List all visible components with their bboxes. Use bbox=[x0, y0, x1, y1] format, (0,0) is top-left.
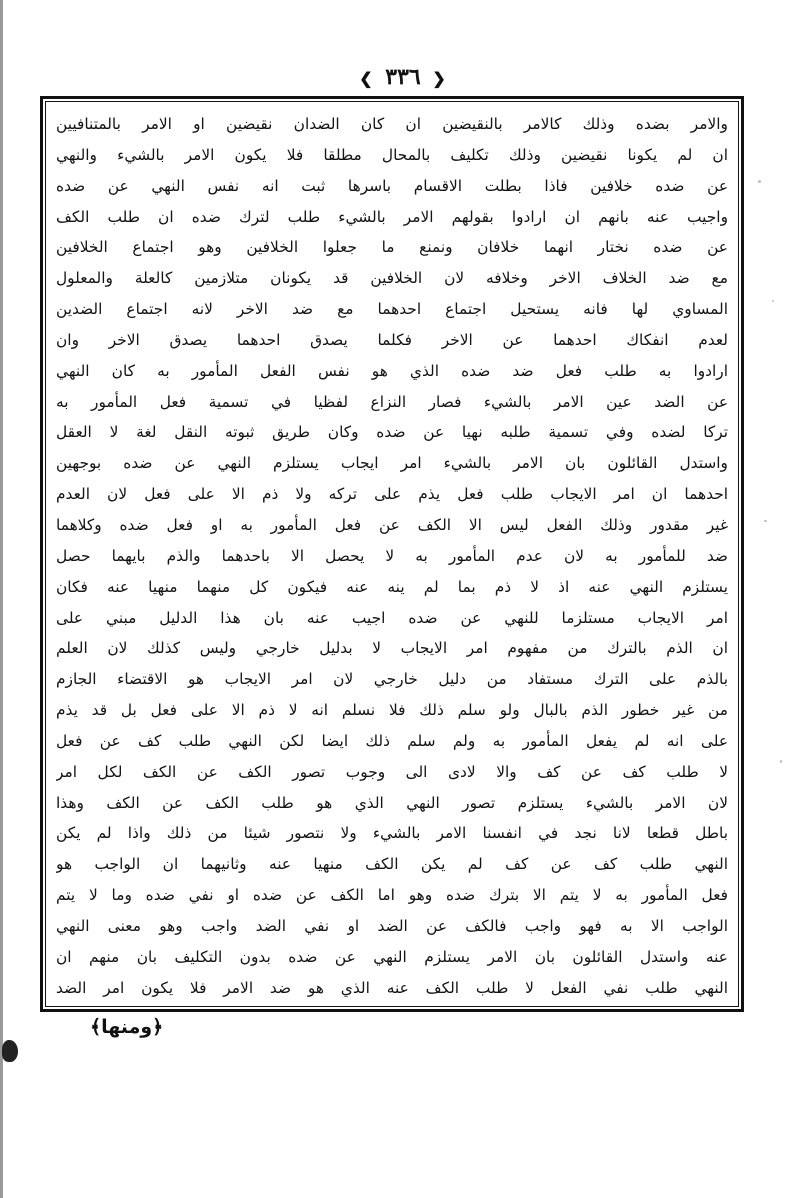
text-line-2: ان لم يكونا نقيضين وذلك تكليف بالمحال مطلقا فلا يكون الامر بالشيء والنهي bbox=[56, 145, 728, 164]
text-line-12: واستدل القائلون بان الامر بالشيء امر ايجاب يستلزم النهي عن ضده بوجهين bbox=[56, 454, 728, 473]
text-line-6: مع ضد الخلاف الاخر وخلافه لان الخلافين قد يكونان متلازمين كالعلة والمعلول bbox=[56, 269, 728, 288]
text-line-1: والامر بضده وذلك كالامر بالنقيضين ان كان الضدان نقيضين او الامر بالمتنافيين bbox=[56, 115, 728, 133]
text-line-16: يستلزم النهي عنه اذ لا ذم بما لم ينه عنه فيكون كل منهما منهيا عنه فكان bbox=[56, 577, 728, 596]
text-line-26: فعل المأمور به لا يتم الا بترك ضده وهو اما الكف عن ضده او نفي ضده وما لا يتم bbox=[56, 886, 728, 905]
scan-speck bbox=[780, 760, 782, 763]
text-line-5: عن ضده نختار انهما خلافان ونمنع ما جعلوا الخلافين وهو اجتماع الخلافين bbox=[56, 238, 728, 257]
text-line-19: بالذم على الترك مستفاد من دليل خارجي لان امر الايجاب هو الاقتضاء الجازم bbox=[56, 670, 728, 689]
text-line-8: لعدم انفكاك احدهما عن الاخر فكلما يصدق احدهما يصدق الاخر وان bbox=[56, 330, 728, 349]
text-line-14: غير مقدور وذلك الفعل ليس الا الكف عن فعل المأمور به او فعل ضده وكلاهما bbox=[56, 515, 728, 534]
text-line-27: الواجب الا به فهو واجب فالكف عن الضد او نفي الضد واجب وهو معنى النهي bbox=[56, 916, 728, 935]
page-number bbox=[0, 64, 806, 90]
text-line-24: باطل قطعا لانا نجد في انفسنا الامر بالشيء ولا نتصور شيئا من ذلك واذا لم يكن bbox=[56, 824, 728, 843]
text-line-18: ان الذم بالترك من مفهوم امر الايجاب لا بدليل خارجي وليس كذلك لان العلم bbox=[56, 639, 728, 658]
ornament-right-icon: ❯ bbox=[432, 68, 447, 88]
text-line-3: عن ضده خلافين فاذا بطلت الاقسام باسرها ثبت انه نفس النهي عن ضده bbox=[56, 176, 728, 195]
text-line-11: تركا لضده وفي تسمية طلبه نهيا عن ضده وكان طريق ثبوته النقل لغة لا العقل bbox=[56, 423, 728, 442]
scan-speck bbox=[758, 180, 761, 183]
text-line-9: ارادوا به طلب فعل ضد ضده الذي هو نفس الفعل المأمور به كان النهي bbox=[56, 361, 728, 380]
text-line-4: واجيب عنه بانهم ان ارادوا بقولهم الامر بالشيء طلب لترك ضده ان طلب الكف bbox=[56, 207, 728, 226]
text-line-22: لا طلب كف عن كف والا لادى الى وجوب تصور الكف عن الكف لكل امر bbox=[56, 762, 728, 781]
text-line-17: امر الايجاب مستلزما للنهي عن ضده اجيب عنه بان هذا الدليل مبني على bbox=[56, 608, 728, 627]
manuscript-text bbox=[56, 112, 728, 1000]
scan-speck bbox=[764, 520, 767, 522]
scan-edge bbox=[0, 0, 3, 1198]
catchword: ﴿ومنها﴾ bbox=[90, 1016, 164, 1038]
text-line-29: النهي طلب نفي الفعل لا طلب الكف عنه الذي هو ضد الامر فلا يكون امر الضد bbox=[56, 978, 728, 997]
text-line-23: لان الامر بالشيء يستلزم تصور النهي الذي هو طلب الكف عن الكف وهذا bbox=[56, 793, 728, 812]
text-line-20: من غير خطور الذم بالبال ولو سلم ذلك فلا نسلم انه لا ذم الا على فعل بل قد يذم bbox=[56, 701, 728, 720]
text-line-13: احدهما ان امر الايجاب طلب فعل يذم على تركه ولا ذم الا على فعل لان العدم bbox=[56, 485, 728, 504]
text-line-7: المساوي لها فانه يستحيل اجتماع احدهما مع ضد الاخر لانه اجتماع الضدين bbox=[56, 300, 728, 319]
text-line-10: عن الضد عين الامر بالشيء فصار النزاع لفظيا في تسمية فعل المأمور به bbox=[56, 392, 728, 411]
ink-blot bbox=[2, 1040, 18, 1062]
scan-speck bbox=[772, 300, 774, 302]
page-number-value: ٣٣٦ bbox=[385, 64, 421, 90]
ornament-left-icon: ❮ bbox=[359, 68, 374, 88]
text-line-28: عنه واستدل القائلون بان الامر يستلزم النهي عن ضده بدون التكليف بان منهم ان bbox=[56, 947, 728, 966]
text-line-25: النهي طلب كف عن كف لم يكن الكف منهيا عنه وثانيهما ان الواجب هو bbox=[56, 855, 728, 874]
text-line-21: على انه لم يفعل المأمور به ولم سلم ذلك ايضا لكن النهي طلب كف عن فعل bbox=[56, 731, 728, 750]
text-line-15: ضد للمأمور به لان عدم المأمور به لا يحصل الا باحدهما والذم بايهما حصل bbox=[56, 546, 728, 565]
